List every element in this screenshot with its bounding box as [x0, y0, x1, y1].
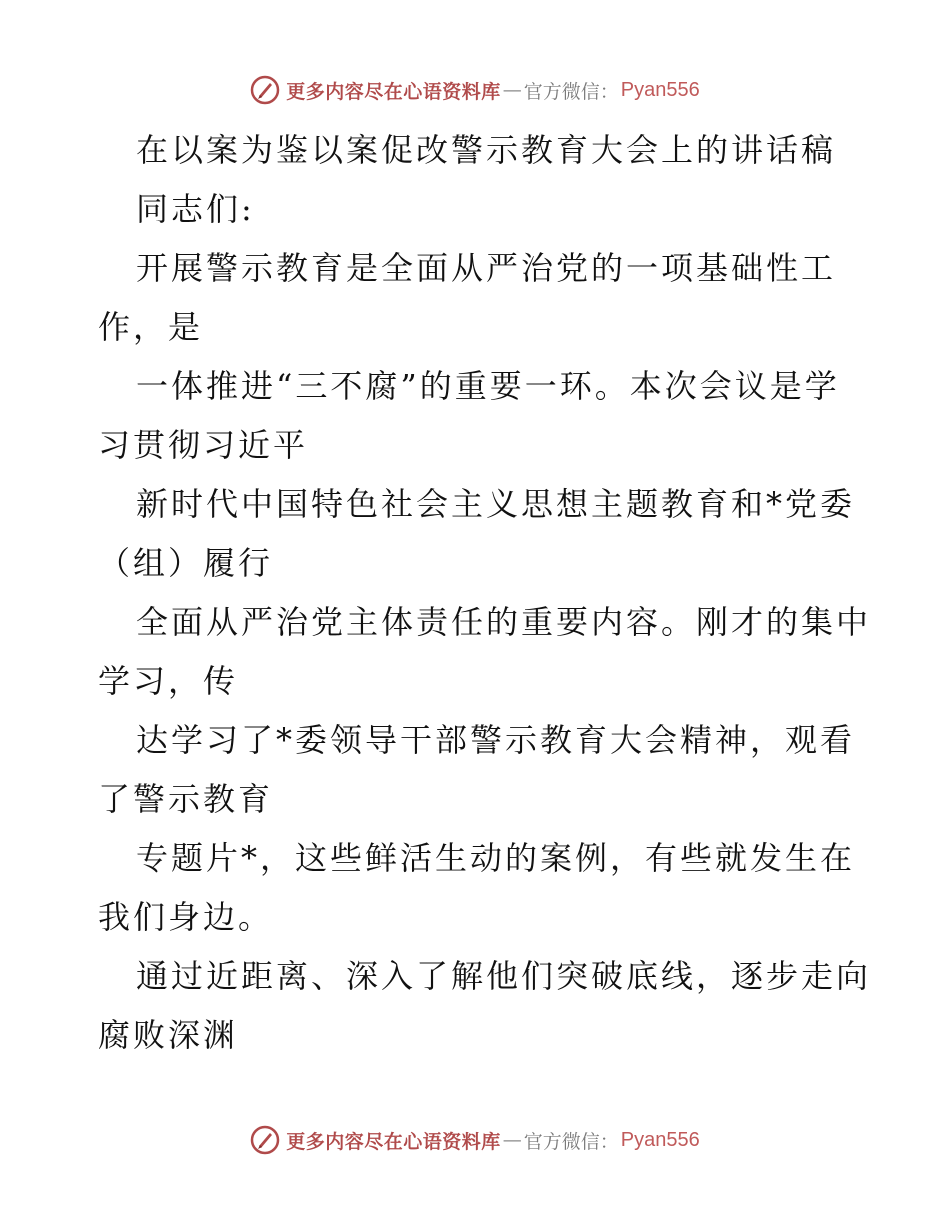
- paragraph-line: 学习，传: [98, 662, 239, 700]
- header-banner: [0, 70, 950, 110]
- paragraph-line: 专题片*，这些鲜活生动的案例，有些就发生在: [136, 839, 856, 877]
- paragraph-line: 了警示教育: [98, 780, 274, 818]
- paragraph-line: 作，是: [98, 308, 204, 346]
- header-separator: —: [502, 79, 522, 101]
- paragraph-line: 腐败深渊: [98, 1016, 239, 1054]
- header-wechat-label: 官方微信：: [523, 80, 619, 103]
- paragraph-line: 通过近距离、深入了解他们突破底线，逐步走向: [136, 957, 872, 995]
- header-brand-text: 更多内容尽在心语资料库: [286, 80, 501, 103]
- footer-wechat-id: Pyan556: [620, 1128, 700, 1151]
- footer-banner: [0, 1120, 950, 1160]
- paragraph-line: （组）履行: [98, 544, 274, 582]
- footer-brand-text: 更多内容尽在心语资料库: [286, 1130, 501, 1153]
- document-body: [98, 121, 872, 1065]
- paragraph-line: 开展警示教育是全面从严治党的一项基础性工: [136, 249, 837, 287]
- paragraph-line: 达学习了*委领导干部警示教育大会精神，观看: [136, 721, 856, 759]
- header-wechat-id: Pyan556: [620, 78, 700, 101]
- salutation: 同志们:: [136, 190, 255, 228]
- paragraph-line: 一体推进“三不腐”的重要一环。本次会议是学: [136, 367, 840, 405]
- quill-pen-icon: [250, 1125, 280, 1155]
- paragraph-line: 我们身边。: [98, 898, 274, 936]
- footer-separator: —: [502, 1129, 522, 1151]
- paragraph-line: 全面从严治党主体责任的重要内容。刚才的集中: [136, 603, 872, 641]
- paragraph-line: 新时代中国特色社会主义思想主题教育和*党委: [136, 485, 856, 523]
- document-title: 在以案为鉴以案促改警示教育大会上的讲话稿: [136, 131, 837, 169]
- footer-wechat-label: 官方微信：: [523, 1130, 619, 1153]
- quill-pen-icon: [250, 75, 280, 105]
- paragraph-line: 习贯彻习近平: [98, 426, 309, 464]
